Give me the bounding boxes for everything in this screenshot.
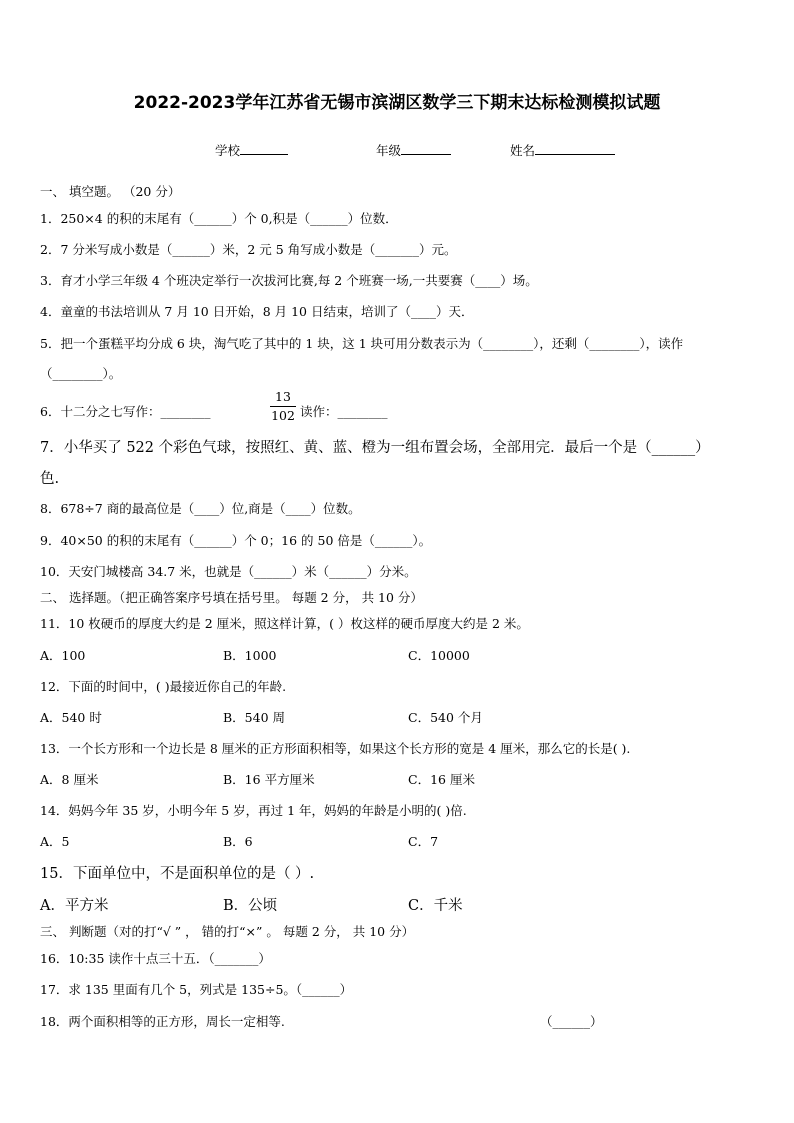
- option-15-c: C．千米: [408, 898, 463, 914]
- name-field[interactable]: [510, 141, 615, 159]
- grade-field[interactable]: [376, 141, 451, 159]
- option-15-a: A．平方米: [40, 898, 109, 914]
- question-5-line-1: 5．把一个蛋糕平均分成 6 块，淘气吃了其中的 1 块，这 1 块可用分数表示为（________），还剩（________），读作: [40, 336, 684, 351]
- question-13: 13．一个长方形和一个边长是 8 厘米的正方形面积相等，如果这个长方形的宽是 4 厘米，那么它的长是( ).: [40, 741, 631, 756]
- question-6-part-2: 读作：________: [300, 404, 388, 419]
- question-9: 9．40×50 的积的末尾有（______）个 0；16 的 50 倍是（______）。: [40, 533, 432, 548]
- fraction-denominator: 102: [271, 408, 295, 423]
- option-12-a: A．540 时: [40, 710, 102, 725]
- question-7-line-1: 7．小华买了 522 个彩色气球，按照红、黄、蓝、橙为一组布置会场，全部用完．最后一个是（______）: [40, 440, 710, 456]
- option-12-c: C．540 个月: [408, 710, 483, 725]
- question-17: 17．求 135 里面有几个 5，列式是 135÷5。（______）: [40, 982, 353, 997]
- question-14: 14．妈妈今年 35 岁，小明今年 5 岁，再过 1 年，妈妈的年龄是小明的( )倍.: [40, 803, 467, 818]
- question-2: 2．7 分米写成小数是（______）米，2 元 5 角写成小数是（_______）元。: [40, 242, 457, 257]
- school-blank[interactable]: [240, 141, 288, 155]
- question-1: 1．250×4 的积的末尾有（______）个 0,积是（______）位数．: [40, 211, 398, 226]
- fraction-bar: [270, 406, 296, 407]
- question-4: 4．童童的书法培训从 7 月 10 日开始，8 月 10 日结束，培训了（____）天．: [40, 304, 474, 319]
- question-18-answer-blank[interactable]: （______）: [540, 1014, 603, 1029]
- option-14-c: C．7: [408, 834, 439, 849]
- option-11-a: A．100: [40, 648, 86, 663]
- school-label: 学校: [215, 143, 241, 158]
- question-18: 18．两个面积相等的正方形，周长一定相等.: [40, 1014, 285, 1029]
- fraction: [270, 389, 296, 424]
- question-10: 10．天安门城楼高 34.7 米，也就是（______）米（______）分米。: [40, 564, 417, 579]
- option-14-b: B．6: [223, 834, 253, 849]
- question-3: 3．育才小学三年级 4 个班决定举行一次拔河比赛,每 2 个班赛一场,一共要赛（____）场。: [40, 273, 538, 288]
- question-5-line-2: （________）。: [40, 366, 122, 381]
- option-12-b: B．540 周: [223, 710, 286, 725]
- section-choice: 二、 选择题。（把正确答案序号填在括号里。 每题 2 分， 共 10 分）: [40, 590, 423, 605]
- option-11-c: C．10000: [408, 648, 470, 663]
- option-13-b: B．16 平方厘米: [223, 772, 315, 787]
- option-13-a: A．8 厘米: [40, 772, 99, 787]
- question-11: 11．10 枚硬币的厚度大约是 2 厘米，照这样计算，( ）枚这样的硬币厚度大约是 2 米。: [40, 616, 529, 631]
- option-15-b: B．公顷: [223, 898, 278, 914]
- question-15: 15．下面单位中，不是面积单位的是（ ）.: [40, 866, 315, 882]
- question-16: 16．10:35 读作十点三十五．（_______）: [40, 951, 271, 966]
- question-7-line-2: 色.: [40, 471, 60, 487]
- question-6-part-1: 6．十二分之七写作：________: [40, 404, 211, 419]
- section-fill-in: 一、 填空题。 （20 分）: [40, 184, 181, 199]
- name-blank[interactable]: [535, 141, 615, 155]
- question-12: 12．下面的时间中，( )最接近你自己的年龄.: [40, 679, 287, 694]
- name-label: 姓名: [510, 143, 536, 158]
- option-11-b: B．1000: [223, 648, 277, 663]
- question-8: 8．678÷7 商的最高位是（____）位,商是（____）位数。: [40, 501, 361, 516]
- section-judgement: 三、 判断题（对的打“√ ” ， 错的打“×” 。 每题 2 分， 共 10 分）: [40, 924, 415, 939]
- option-13-c: C．16 厘米: [408, 772, 475, 787]
- grade-label: 年级: [376, 143, 402, 158]
- fraction-numerator: 13: [275, 389, 291, 404]
- page-title: 2022-2023学年江苏省无锡市滨湖区数学三下期末达标检测模拟试题: [133, 93, 661, 113]
- option-14-a: A．5: [40, 834, 70, 849]
- school-field[interactable]: [215, 141, 288, 159]
- grade-blank[interactable]: [401, 141, 451, 155]
